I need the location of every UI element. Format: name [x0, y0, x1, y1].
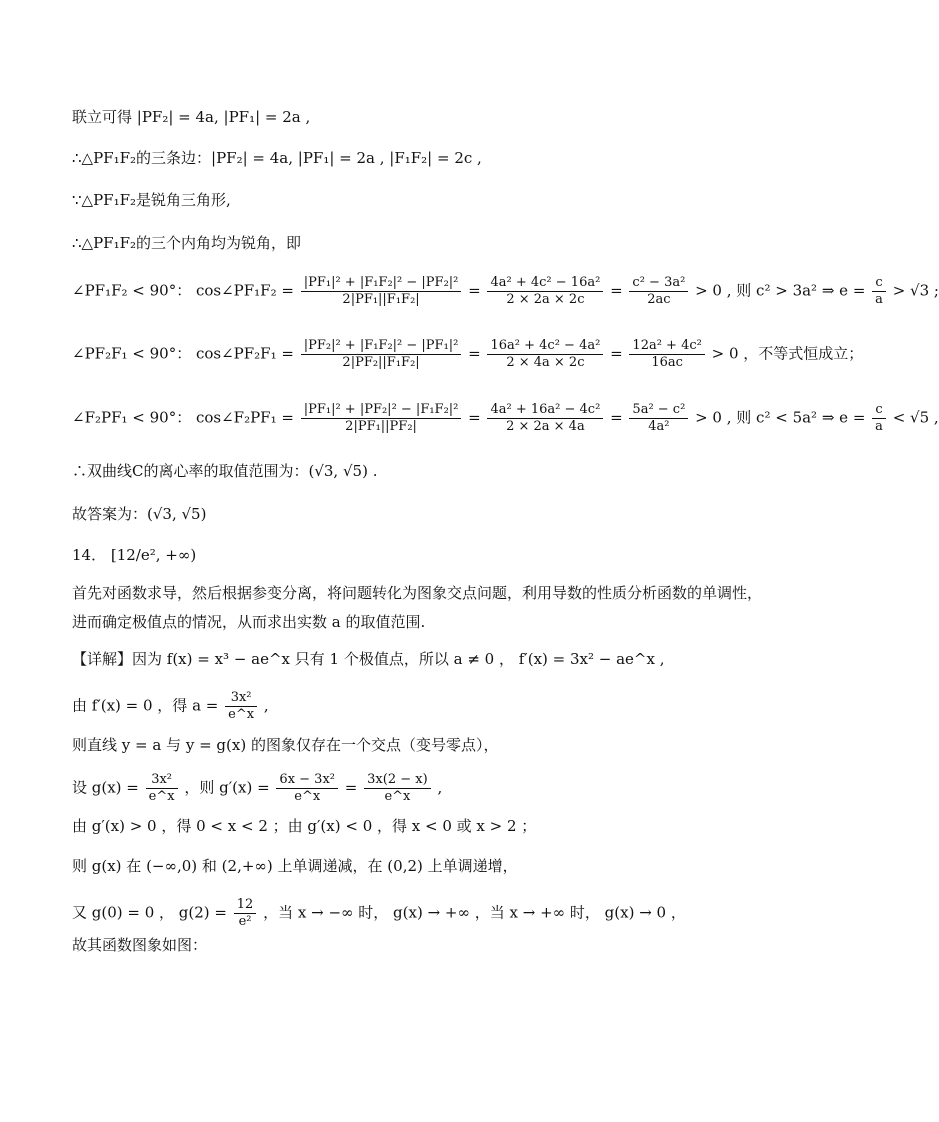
numerator: c: [872, 275, 886, 292]
denominator: 2 × 2a × 4a: [506, 419, 585, 434]
fraction: [487, 275, 603, 308]
text-line: 进而确定极值点的情况，从而求出实数 a 的取值范围.: [72, 613, 426, 631]
denominator: e^x: [294, 789, 321, 804]
text-line: 联立可得 |PF₂| = 4a, |PF₁| = 2a ,: [72, 108, 311, 126]
text-line: 【详解】因为 f(x) = x³ − ae^x 只有 1 个极值点，所以 a ≠ 0 ， f′(x) = 3x² − ae^x ,: [72, 650, 665, 668]
equation-row: ∠PF₂F₁ < 90°： cos∠PF₂F₁ = $\frac{\text{|PF₂|² + |F₁F₂|² − |PF₁|²}}{\text{2|PF₂||F₁F₂|}}$ = $\frac{\text{16a² + 4c² − 4a²}}{2 \times 4a \times 2c}$ = $\frac{\text{12a² + 4c²}}{16ac}$ > 0 ，不等式恒成立；: [72, 338, 864, 370]
denominator: e²: [238, 914, 252, 929]
eq-text: < √5 ,: [892, 408, 939, 427]
fraction: [629, 275, 688, 308]
eq-text: > 0 , 则 c² > 3a² ⇒ e =: [695, 281, 866, 300]
denominator: e^x: [228, 707, 255, 722]
fraction: [146, 772, 178, 805]
eq-text: ,: [263, 696, 269, 715]
equation-row: ∠PF₁F₂ < 90°： cos∠PF₁F₂ = $\frac{\text{|PF₁|² + |F₁F₂|² − |PF₂|²}}{\text{2|PF₁||F₁F₂|}}$ = $\frac{\text{4a² + 4c² − 16a²}}{2 \times 2a \times 2c}$ = $\frac{\text{c² − 3a²}}{2ac}$ > 0 , 则 c² > 3a² ⇒ e = $\frac{c}{a}$ > √3 ;: [72, 275, 939, 307]
denominator: 2 × 4a × 2c: [506, 355, 585, 370]
fraction: [225, 690, 257, 723]
eq-text: ，当 x → −∞ 时， g(x) → +∞ ，当 x → +∞ 时， g(x) → 0 ，: [263, 903, 686, 922]
fraction: [234, 897, 257, 930]
text-line: ∴△PF₁F₂的三个内角均为锐角，即: [72, 234, 302, 252]
text-line: 则直线 y = a 与 y = g(x) 的图象仅存在一个交点（变号零点），: [72, 736, 499, 754]
equation-row: [72, 772, 442, 805]
eq-text: =: [344, 778, 358, 797]
denominator: 4a²: [648, 419, 670, 434]
equation-row: [72, 897, 686, 930]
numerator: 6x − 3x²: [276, 772, 338, 789]
numerator: 4a² + 16a² − 4c²: [487, 402, 603, 419]
text-line: 故其函数图象如图：: [72, 936, 208, 954]
fraction: [487, 402, 603, 435]
numerator: 3x²: [146, 772, 178, 789]
fraction: [872, 275, 886, 308]
denominator: 2 × 2a × 2c: [506, 292, 585, 307]
denominator: e^x: [384, 789, 411, 804]
denominator: 2|PF₂||F₁F₂|: [342, 355, 420, 370]
fraction: [364, 772, 431, 805]
numerator: 12: [234, 897, 257, 914]
denominator: a: [875, 419, 883, 434]
text-line: 首先对函数求导，然后根据参变分离，将问题转化为图象交点问题，利用导数的性质分析函数的单调性，: [72, 584, 763, 602]
eq-text: > √3 ;: [892, 281, 939, 300]
text-line: ∵△PF₁F₂是锐角三角形,: [72, 191, 231, 209]
denominator: e^x: [148, 789, 175, 804]
numerator: 3x²: [225, 690, 257, 707]
denominator: a: [875, 292, 883, 307]
numerator: c: [872, 402, 886, 419]
text-line: ∴△PF₁F₂的三条边：|PF₂| = 4a, |PF₁| = 2a , |F₁F₂| = 2c ,: [72, 149, 482, 167]
numerator: 16a² + 4c² − 4a²: [487, 338, 603, 355]
denominator: 2|PF₁||F₁F₂|: [342, 292, 420, 307]
equation-row: [72, 690, 269, 723]
eq-text: 设 g(x) =: [72, 778, 139, 797]
denominator: 16ac: [651, 355, 683, 370]
denominator: 2ac: [647, 292, 671, 307]
eq-text: ∠PF₂F₁ < 90°： cos∠PF₂F₁ =: [72, 344, 294, 363]
denominator: 2|PF₁||PF₂|: [345, 419, 417, 434]
fraction: [487, 338, 603, 371]
numerator: |PF₂|² + |F₁F₂|² − |PF₁|²: [301, 338, 462, 355]
fraction: [629, 402, 688, 435]
numerator: 12a² + 4c²: [629, 338, 704, 355]
fraction: [872, 402, 886, 435]
eq-text: ∠PF₁F₂ < 90°： cos∠PF₁F₂ =: [72, 281, 294, 300]
numerator: c² − 3a²: [629, 275, 688, 292]
eq-text: 由 f′(x) = 0 ，得 a =: [72, 696, 219, 715]
numerator: |PF₁|² + |PF₂|² − |F₁F₂|²: [301, 402, 462, 419]
text-line: 故答案为：(√3, √5): [72, 505, 207, 523]
numerator: |PF₁|² + |F₁F₂|² − |PF₂|²: [301, 275, 462, 292]
eq-text: > 0 , 则 c² < 5a² ⇒ e =: [695, 408, 866, 427]
numerator: 4a² + 4c² − 16a²: [487, 275, 603, 292]
eq-text: 又 g(0) = 0 ， g(2) =: [72, 903, 227, 922]
numerator: 3x(2 − x): [364, 772, 431, 789]
text-line: 由 g′(x) > 0 ，得 0 < x < 2 ；由 g′(x) < 0 ，得 x < 0 或 x > 2 ；: [72, 817, 537, 835]
eq-text: ∠F₂PF₁ < 90°： cos∠F₂PF₁ =: [72, 408, 294, 427]
text-line: ∴双曲线C的离心率的取值范围为：(√3, √5) .: [72, 462, 378, 480]
fraction: [301, 338, 462, 371]
equation-row: ∠F₂PF₁ < 90°： cos∠F₂PF₁ = $\frac{\text{|PF₁|² + |PF₂|² − |F₁F₂|²}}{\text{2|PF₁||PF₂|}}$ = $\frac{\text{4a² + 16a² − 4c²}}{2 \times 2a \times 4a}$ = $\frac{\text{5a² − c²}}{\text{4a²}}$ > 0 , 则 c² < 5a² ⇒ e = $\frac{c}{a}$ < √5 ,: [72, 402, 939, 434]
text-line: 14． [12/e², +∞): [72, 546, 197, 564]
fraction: [301, 275, 462, 308]
eq-text: ,: [437, 778, 443, 797]
numerator: 5a² − c²: [629, 402, 688, 419]
text-line: 则 g(x) 在 (−∞,0) 和 (2,+∞) 上单调递减，在 (0,2) 上单调递增，: [72, 857, 518, 875]
fraction: [629, 338, 704, 371]
eq-text: > 0 ，不等式恒成立；: [711, 344, 864, 363]
eq-text: ，则 g′(x) =: [184, 778, 270, 797]
fraction: [276, 772, 338, 805]
fraction: [301, 402, 462, 435]
